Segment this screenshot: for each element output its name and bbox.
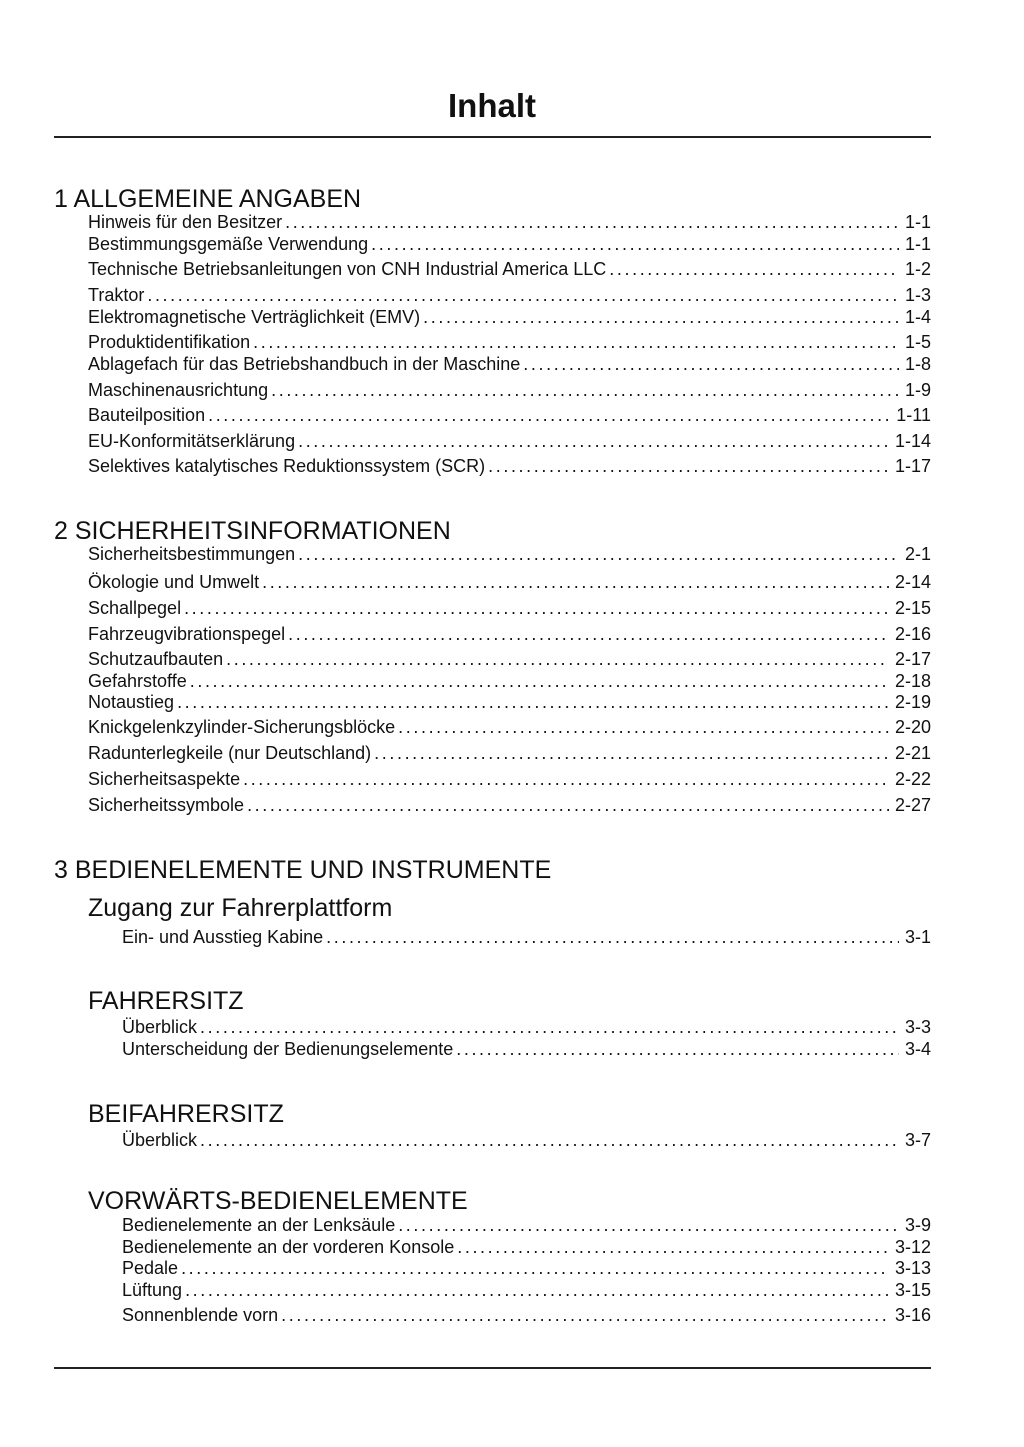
dot-leader [226,649,889,670]
dot-leader [247,795,889,816]
dot-leader [423,307,899,328]
toc-entry[interactable] [122,1237,931,1258]
toc-entry[interactable] [88,795,931,816]
toc-entry-page: 1-17 [894,456,931,476]
dot-leader [262,572,889,593]
dot-leader [398,717,889,738]
dot-leader [147,285,899,306]
toc-entry-title: Traktor [88,285,145,305]
toc-entry-title: Ablagefach für das Betriebshandbuch in der Maschine [88,354,521,374]
toc-entry-page: 2-1 [904,544,931,564]
toc-entry-title: Gefahrstoffe [88,671,187,691]
dot-leader [190,671,889,692]
toc-entry[interactable] [88,649,931,670]
toc-entry[interactable] [122,927,931,948]
page-title: Inhalt [448,87,536,124]
dot-leader [298,544,899,565]
toc-entry-page: 3-15 [894,1280,931,1300]
toc-entry[interactable] [88,285,931,306]
toc-entry[interactable] [88,380,931,401]
chapter-heading: 3 BEDIENELEMENTE UND INSTRUMENTE [54,856,552,884]
toc-entry-title: Sicherheitssymbole [88,795,245,815]
toc-entry-title: Sonnenblende vorn [122,1305,279,1325]
toc-entry-page: 3-1 [904,927,931,947]
toc-entry-title: EU-Konformitätserklärung [88,431,296,451]
toc-entry-page: 2-27 [894,795,931,815]
toc-entry-page: 2-14 [894,572,931,592]
toc-entry-title: Bauteilposition [88,405,206,425]
toc-entry-page: 1-1 [904,212,931,232]
section-heading: Zugang zur Fahrerplattform [88,894,393,922]
dot-leader [456,1039,899,1060]
dot-leader [281,1305,889,1326]
dot-leader [488,456,889,477]
dot-leader [457,1237,889,1258]
toc-entry-title: Ein- und Ausstieg Kabine [122,927,324,947]
toc-entry-title: Elektromagnetische Verträglichkeit (EMV) [88,307,421,327]
dot-leader [185,1280,889,1301]
section-heading: BEIFAHRERSITZ [88,1100,284,1128]
dot-leader [609,259,899,280]
toc-entry-page: 1-4 [904,307,931,327]
toc-entry[interactable] [122,1039,931,1060]
toc-entry-page: 1-8 [904,354,931,374]
toc-entry-title: Maschinenausrichtung [88,380,269,400]
section-heading: FAHRERSITZ [88,987,244,1015]
toc-entry-title: Bedienelemente an der vorderen Konsole [122,1237,455,1257]
toc-entry-title: Sicherheitsaspekte [88,769,241,789]
toc-entry[interactable] [88,307,931,328]
toc-entry[interactable] [88,598,931,619]
toc-entry-title: Schallpegel [88,598,182,618]
dot-leader [177,692,889,713]
toc-entry-title: Notaustieg [88,692,175,712]
toc-entry[interactable] [122,1305,931,1326]
toc-entry-page: 1-3 [904,285,931,305]
toc-entry[interactable] [122,1280,931,1301]
toc-entry-title: Produktidentifikation [88,332,251,352]
toc-entry[interactable] [122,1130,931,1151]
toc-entry-title: Hinweis für den Besitzer [88,212,283,232]
chapter-heading: 2 SICHERHEITSINFORMATIONEN [54,517,451,545]
dot-leader [285,212,899,233]
toc-entry-title: Schutzaufbauten [88,649,224,669]
dot-leader [398,1215,899,1236]
dot-leader [326,927,899,948]
toc-entry-page: 1-5 [904,332,931,352]
toc-entry-page: 3-13 [894,1258,931,1278]
toc-entry-page: 3-4 [904,1039,931,1059]
toc-entry-page: 1-14 [894,431,931,451]
toc-entry-page: 2-22 [894,769,931,789]
toc-entry[interactable] [88,743,931,764]
toc-entry[interactable] [122,1215,931,1236]
toc-entry[interactable] [88,332,931,353]
toc-entry[interactable] [88,354,931,375]
toc-entry-page: 2-16 [894,624,931,644]
toc-entry[interactable] [88,671,931,692]
toc-entry[interactable] [88,456,931,477]
dot-leader [253,332,899,353]
toc-entry-title: Sicherheitsbestimmungen [88,544,296,564]
toc-entry-title: Technische Betriebsanleitungen von CNH Industrial America LLC [88,259,607,279]
toc-entry-page: 2-21 [894,743,931,763]
dot-leader [298,431,889,452]
toc-entry[interactable] [88,624,931,645]
toc-entry-title: Unterscheidung der Bedienungselemente [122,1039,454,1059]
toc-entry-page: 1-1 [904,234,931,254]
toc-entry-title: Bedienelemente an der Lenksäule [122,1215,396,1235]
toc-entry[interactable] [88,212,931,233]
dot-leader [523,354,899,375]
toc-entry-title: Pedale [122,1258,179,1278]
toc-entry[interactable] [122,1017,931,1038]
toc-entry[interactable] [88,717,931,738]
toc-entry-title: Überblick [122,1130,198,1150]
toc-entry[interactable] [122,1258,931,1279]
toc-entry-page: 3-12 [894,1237,931,1257]
dot-leader [181,1258,889,1279]
dot-leader [271,380,899,401]
toc-entry-title: Überblick [122,1017,198,1037]
toc-entry-page: 2-20 [894,717,931,737]
toc-entry-page: 2-15 [894,598,931,618]
toc-entry-page: 3-16 [894,1305,931,1325]
toc-entry[interactable] [88,259,931,280]
toc-entry-title: Radunterlegkeile (nur Deutschland) [88,743,372,763]
dot-leader [243,769,889,790]
toc-entry-page: 3-9 [904,1215,931,1235]
bottom-divider [54,1367,931,1369]
top-divider [54,136,931,138]
toc-entry-title: Knickgelenkzylinder-Sicherungsblöcke [88,717,396,737]
dot-leader [374,743,889,764]
toc-entry-title: Ökologie und Umwelt [88,572,260,592]
toc-entry[interactable] [88,544,931,565]
toc-entry-title: Lüftung [122,1280,183,1300]
dot-leader [288,624,889,645]
toc-entry-page: 1-9 [904,380,931,400]
toc-entry-page: 1-11 [896,405,931,425]
toc-entry[interactable] [88,692,931,713]
toc-entry-page: 1-2 [904,259,931,279]
toc-entry[interactable] [88,431,931,452]
toc-entry-title: Fahrzeugvibrationspegel [88,624,286,644]
toc-entry-title: Bestimmungsgemäße Verwendung [88,234,369,254]
section-heading: VORWÄRTS-BEDIENELEMENTE [88,1187,468,1215]
chapter-heading: 1 ALLGEMEINE ANGABEN [54,185,362,213]
toc-entry-page: 2-18 [894,671,931,691]
dot-leader [200,1130,899,1151]
dot-leader [371,234,899,255]
toc-entry[interactable] [88,572,931,593]
dot-leader [200,1017,899,1038]
toc-entry-page: 2-19 [894,692,931,712]
toc-entry[interactable] [88,405,931,426]
toc-entry[interactable] [88,234,931,255]
toc-entry-page: 3-3 [904,1017,931,1037]
toc-entry-page: 2-17 [894,649,931,669]
toc-entry-page: 3-7 [904,1130,931,1150]
toc-entry[interactable] [88,769,931,790]
toc-entry-title: Selektives katalytisches Reduktionssystem (SCR) [88,456,486,476]
dot-leader [208,405,890,426]
dot-leader [184,598,889,619]
